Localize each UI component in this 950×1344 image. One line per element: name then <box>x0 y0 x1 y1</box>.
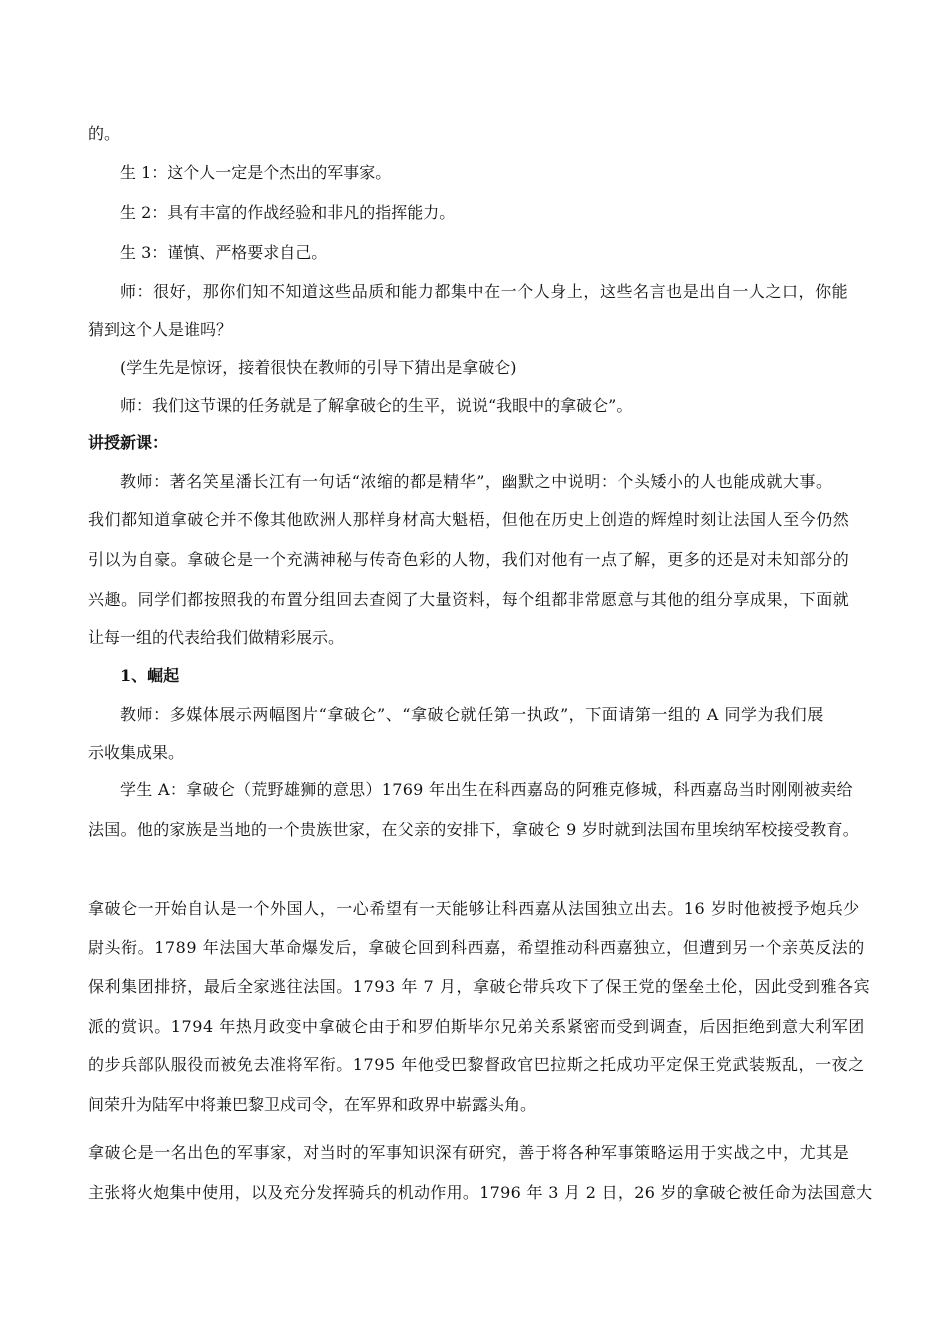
text-line: (学生先是惊讶，接着很快在教师的引导下猜出是拿破仑) <box>120 358 517 377</box>
text-line: 示收集成果。 <box>88 743 185 762</box>
text-line: 引以为自豪。拿破仑是一个充满神秘与传奇色彩的人物，我们对他有一点了解，更多的还是对未知部分的 <box>88 550 850 569</box>
text-line: 生 2：具有丰富的作战经验和非凡的指挥能力。 <box>120 203 456 222</box>
text-line: 尉头衔。1789 年法国大革命爆发后，拿破仑回到科西嘉，希望推动科西嘉独立，但遭到另一个亲英反法的 <box>88 938 865 957</box>
text-line: 师：很好，那你们知不知道这些品质和能力都集中在一个人身上，这些名言也是出自一人之口，你能 <box>120 282 849 301</box>
text-line: 间荣升为陆军中将兼巴黎卫戍司令，在军界和政界中崭露头角。 <box>88 1095 537 1114</box>
text-line: 生 1：这个人一定是个杰出的军事家。 <box>120 163 392 182</box>
text-line: 拿破仑是一名出色的军事家，对当时的军事知识深有研究，善于将各种军事策略运用于实战之中，尤其是 <box>88 1143 850 1162</box>
text-line: 师：我们这节课的任务就是了解拿破仑的生平，说说“我眼中的拿破仑”。 <box>120 396 633 415</box>
text-line: 教师：著名笑星潘长江有一句话“浓缩的都是精华”，幽默之中说明：个头矮小的人也能成就大事。 <box>120 472 833 491</box>
subsection-heading: 1、崛起 <box>120 666 180 685</box>
text-line: 猜到这个人是谁吗？ <box>88 320 233 339</box>
text-line: 主张将火炮集中使用，以及充分发挥骑兵的机动作用。1796 年 3 月 2 日，26 岁的拿破仑被任命为法国意大 <box>88 1183 873 1202</box>
text-line: 教师：多媒体展示两幅图片“拿破仑”、“拿破仑就任第一执政”，下面请第一组的 A 同学为我们展 <box>120 705 824 724</box>
text-line: 生 3：谨慎、严格要求自己。 <box>120 243 328 262</box>
text-line: 派的赏识。1794 年热月政变中拿破仑由于和罗伯斯毕尔兄弟关系紧密而受到调查，后因拒绝到意大利军团 <box>88 1017 865 1036</box>
text-line: 的步兵部队服役而被免去准将军衔。1795 年他受巴黎督政官巴拉斯之托成功平定保王党武装叛乱，一夜之 <box>88 1055 865 1074</box>
text-line: 我们都知道拿破仑并不像其他欧洲人那样身材高大魁梧，但他在历史上创造的辉煌时刻让法国人至今仍然 <box>88 510 850 529</box>
text-line: 学生 A：拿破仑（荒野雄狮的意思）1769 年出生在科西嘉岛的阿雅克修城，科西嘉岛当时刚刚被卖给 <box>120 780 853 799</box>
text-line: 保利集团排挤，最后全家逃往法国。1793 年 7 月，拿破仑带兵攻下了保王党的堡垒土伦，因此受到雅各宾 <box>88 977 871 996</box>
text-line: 拿破仑一开始自认是一个外国人，一心希望有一天能够让科西嘉从法国独立出去。16 岁时他被授予炮兵少 <box>88 899 860 918</box>
text-line: 的。 <box>88 124 121 143</box>
text-line: 让每一组的代表给我们做精彩展示。 <box>88 628 345 647</box>
section-heading: 讲授新课： <box>88 433 169 452</box>
text-line: 法国。他的家族是当地的一个贵族世家，在父亲的安排下，拿破仑 9 岁时就到法国布里埃纳军校接受教育。 <box>88 820 860 839</box>
text-line: 兴趣。同学们都按照我的布置分组回去查阅了大量资料，每个组都非常愿意与其他的组分享成果，下面就 <box>88 590 850 609</box>
